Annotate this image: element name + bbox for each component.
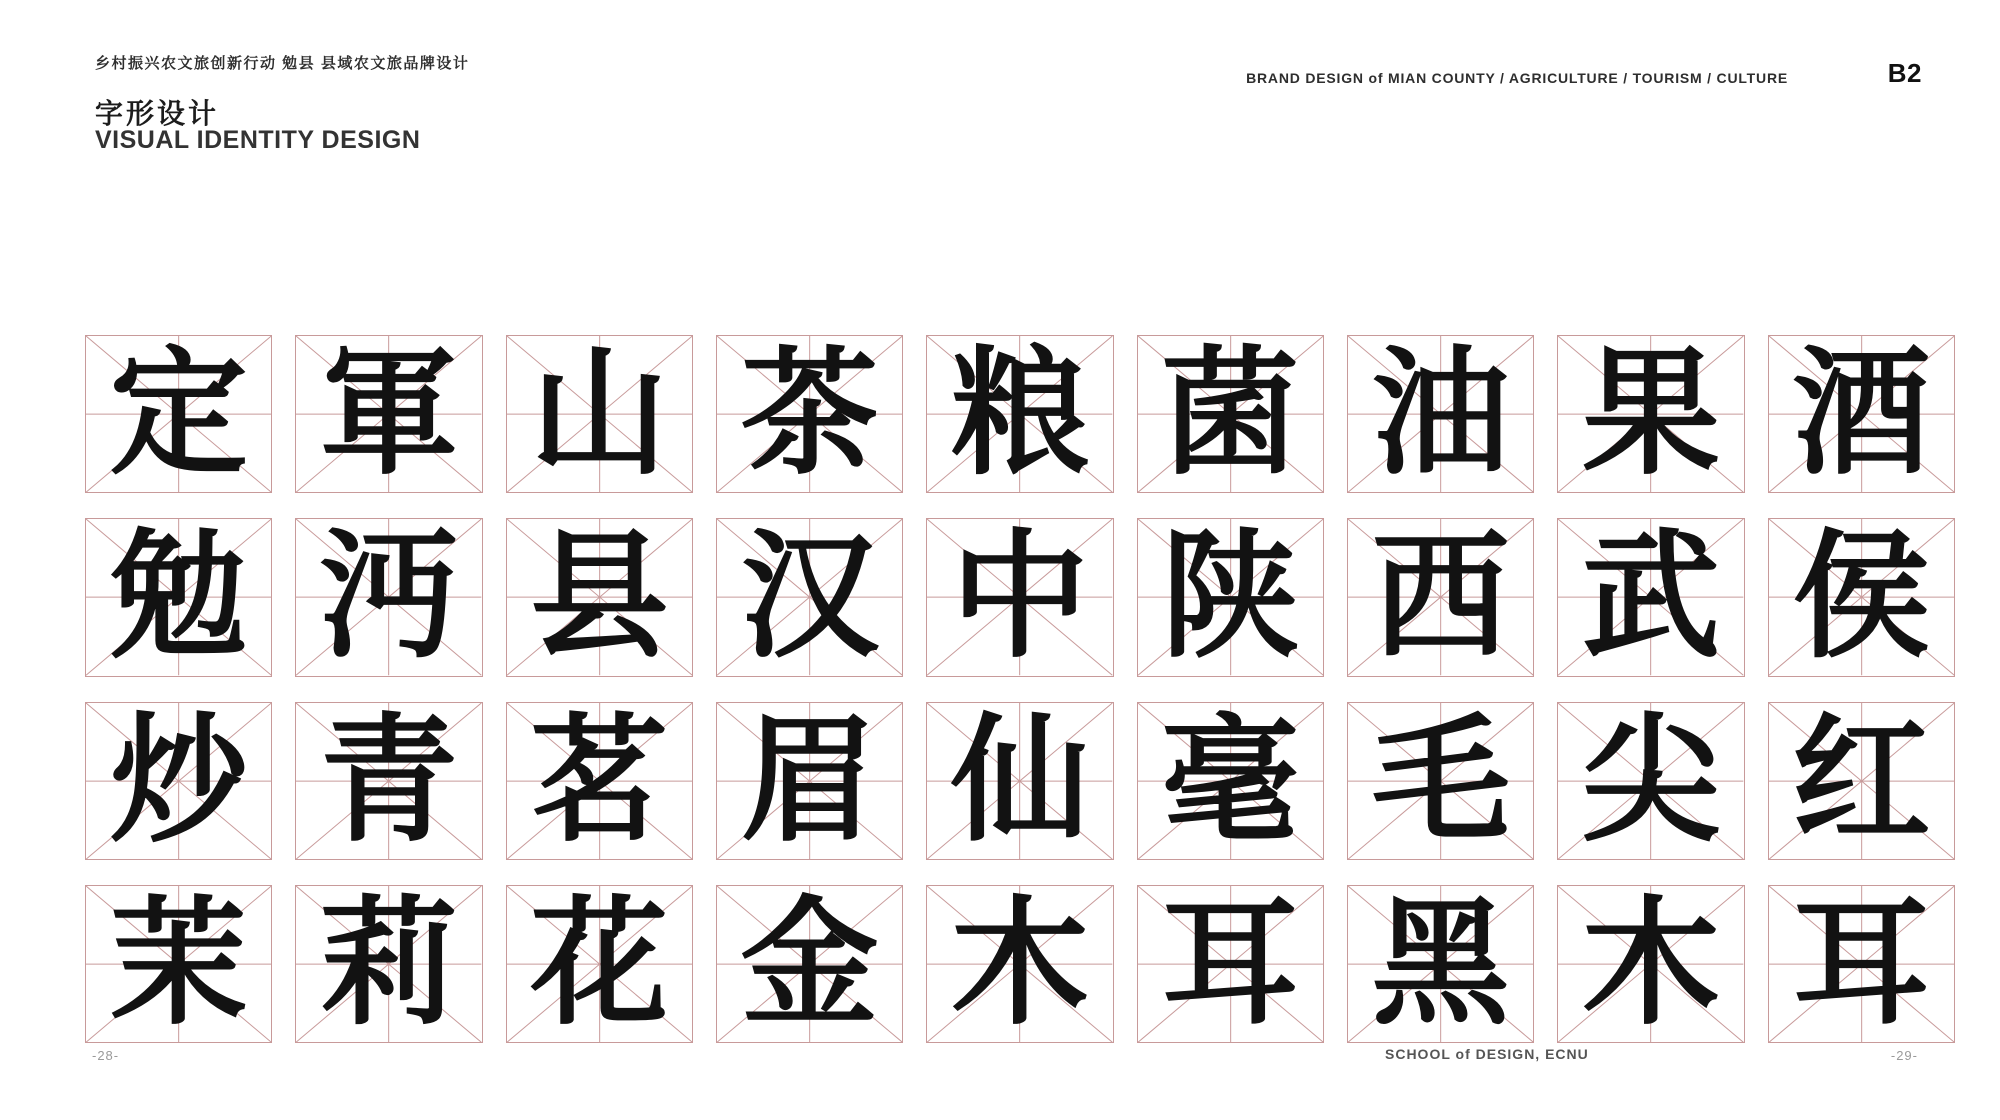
- glyph-cell: [1768, 518, 1955, 676]
- glyph-character: 勉: [109, 516, 248, 678]
- glyph-character: 金: [740, 882, 879, 1044]
- glyph-cell: [1137, 882, 1324, 1044]
- glyph-character: 沔: [319, 516, 458, 678]
- glyph-cell: [716, 882, 903, 1044]
- glyph-cell: [85, 882, 272, 1044]
- glyph-character: 莉: [319, 882, 458, 1044]
- glyph-cell: [1557, 699, 1744, 861]
- glyph-cell: [295, 335, 482, 493]
- glyph-cell: [1768, 335, 1955, 493]
- glyph-cell: [1557, 518, 1744, 676]
- glyph-cell: [295, 699, 482, 861]
- glyph-cell: [85, 518, 272, 676]
- glyph-character: 黑: [1371, 882, 1510, 1044]
- glyph-character: 西: [1371, 516, 1510, 678]
- glyph-cell: [926, 882, 1113, 1044]
- glyph-character: 菌: [1161, 333, 1300, 495]
- glyph-character: 侯: [1792, 516, 1931, 678]
- glyph-character: 耳: [1161, 882, 1300, 1044]
- glyph-character: 中: [950, 516, 1089, 678]
- section-code: B2: [1887, 58, 1922, 88]
- glyph-character: 木: [1581, 882, 1720, 1044]
- glyph-cell: [1347, 335, 1534, 493]
- glyph-grid: [85, 335, 1955, 1043]
- glyph-character: 茗: [530, 699, 669, 861]
- glyph-cell: [716, 518, 903, 676]
- glyph-cell: [506, 882, 693, 1044]
- glyph-cell: [1137, 518, 1324, 676]
- glyph-character: 酒: [1792, 333, 1931, 495]
- glyph-cell: [1137, 699, 1324, 861]
- glyph-cell: [295, 518, 482, 676]
- glyph-character: 陕: [1161, 516, 1300, 678]
- glyph-cell: [85, 699, 272, 861]
- glyph-character: 果: [1581, 333, 1720, 495]
- glyph-character: 木: [950, 882, 1089, 1044]
- glyph-character: 武: [1581, 516, 1720, 678]
- glyph-cell: [1347, 518, 1534, 676]
- glyph-cell: [506, 335, 693, 493]
- glyph-cell: [926, 335, 1113, 493]
- page-number-left: -28-: [92, 1048, 120, 1063]
- glyph-cell: [1347, 882, 1534, 1044]
- glyph-cell: [506, 518, 693, 676]
- page-title-cn: 字形设计: [95, 98, 220, 129]
- glyph-cell: [1137, 335, 1324, 493]
- glyph-cell: [85, 335, 272, 493]
- glyph-character: 茶: [740, 333, 879, 495]
- glyph-character: 茉: [109, 882, 248, 1044]
- glyph-cell: [1768, 699, 1955, 861]
- glyph-cell: [1557, 335, 1744, 493]
- glyph-cell: [1557, 882, 1744, 1044]
- project-subtitle-en: BRAND DESIGN of MIAN COUNTY / AGRICULTURE / TOURISM / CULTURE: [1246, 70, 1788, 86]
- glyph-character: 县: [530, 516, 669, 678]
- footer-credit: SCHOOL of DESIGN, ECNU: [1385, 1046, 1589, 1062]
- glyph-cell: [506, 699, 693, 861]
- glyph-cell: [1347, 699, 1534, 861]
- glyph-character: 尖: [1581, 699, 1720, 861]
- glyph-character: 花: [530, 882, 669, 1044]
- glyph-cell: [716, 335, 903, 493]
- glyph-cell: [926, 518, 1113, 676]
- glyph-character: 耳: [1792, 882, 1931, 1044]
- glyph-cell: [716, 699, 903, 861]
- glyph-character: 定: [109, 333, 248, 495]
- glyph-character: 軍: [319, 333, 458, 495]
- project-subtitle-cn: 乡村振兴农文旅创新行动 勉县 县域农文旅品牌设计: [95, 55, 470, 72]
- glyph-character: 毫: [1161, 699, 1300, 861]
- glyph-cell: [1768, 882, 1955, 1044]
- glyph-character: 山: [530, 333, 669, 495]
- glyph-character: 毛: [1371, 699, 1510, 861]
- glyph-character: 炒: [109, 699, 248, 861]
- glyph-character: 红: [1792, 699, 1931, 861]
- glyph-character: 汉: [740, 516, 879, 678]
- glyph-character: 仙: [950, 699, 1089, 861]
- glyph-cell: [295, 882, 482, 1044]
- glyph-cell: [926, 699, 1113, 861]
- glyph-character: 青: [319, 699, 458, 861]
- page-title-en: VISUAL IDENTITY DESIGN: [95, 126, 421, 154]
- page-number-right: -29-: [1890, 1048, 1918, 1063]
- glyph-character: 眉: [740, 699, 879, 861]
- glyph-character: 粮: [950, 333, 1089, 495]
- glyph-character: 油: [1371, 333, 1510, 495]
